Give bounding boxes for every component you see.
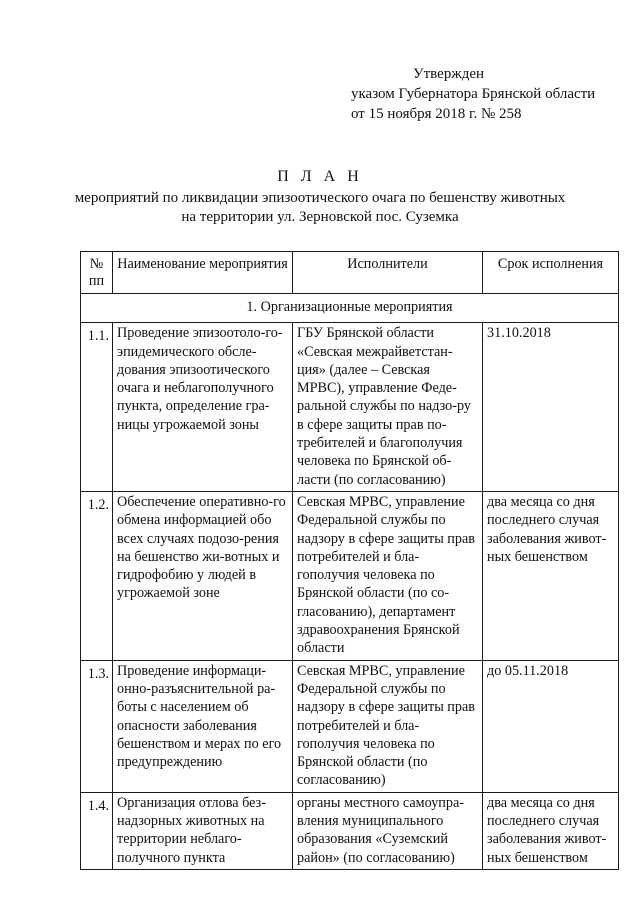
approval-line-1: Утвержден bbox=[413, 66, 485, 82]
table-row bbox=[81, 792, 619, 869]
row-num: 1.3. bbox=[81, 660, 113, 792]
row-name: Проведение информаци-онно-разъяснительной ра-боты с населением об опасности заболевания бешенством и мерах по его предупреждению bbox=[113, 660, 293, 792]
row-num: 1.4. bbox=[81, 792, 113, 869]
row-name: Организация отлова без-надзорных животных на территории неблаго-получного пункта bbox=[113, 792, 293, 869]
approval-line-3: от 15 ноября 2018 г. № 258 bbox=[351, 106, 522, 122]
header-executors: Исполнители bbox=[293, 252, 483, 294]
row-deadline: 31.10.2018 bbox=[483, 323, 619, 492]
subtitle-line-2: на территории ул. Зерновской пос. Суземка bbox=[181, 209, 459, 225]
table-row bbox=[81, 660, 619, 792]
row-executors: Севская МРВС, управление Федеральной службы по надзору в сфере защиты прав потребителей и бла-гополучия человека по Брянской области (по согласованию) bbox=[293, 660, 483, 792]
table-row bbox=[81, 323, 619, 492]
plan-subtitle bbox=[60, 189, 580, 227]
header-num: № пп bbox=[81, 252, 113, 294]
plan-table bbox=[80, 251, 619, 870]
row-executors: ГБУ Брянской области «Севская межрайветстан-ция» (далее – Севская МРВС), управление Феде-ральной службы по надзо-ру в сфере защиты прав по-требителей и благополучия человека по Брянской об-ласти (по согласованию) bbox=[293, 323, 483, 492]
row-num: 1.2. bbox=[81, 491, 113, 660]
table-row bbox=[81, 491, 619, 660]
row-deadline: два месяца со дня последнего случая заболевания живот-ных бешенством bbox=[483, 792, 619, 869]
plan-title: П Л А Н bbox=[277, 168, 363, 185]
approval-line-2: указом Губернатора Брянской области bbox=[351, 86, 596, 102]
subtitle-line-1: мероприятий по ликвидации эпизоотического очага по бешенству животных bbox=[74, 190, 566, 206]
section-title: 1. Организационные мероприятия bbox=[81, 294, 619, 323]
section-row bbox=[81, 294, 619, 323]
row-name: Обеспечение оперативно-го обмена информацией обо всех случаях подозо-рения на бешенство жи-вотных и гидрофобию у людей в угрожаемой зоне bbox=[113, 491, 293, 660]
row-executors: Севская МРВС, управление Федеральной службы по надзору в сфере защиты прав потребителей и бла-гополучия человека по Брянской области (по со-гласованию), департамент здравоохранения Брянской области bbox=[293, 491, 483, 660]
header-deadline: Срок исполнения bbox=[483, 252, 619, 294]
row-deadline: два месяца со дня последнего случая заболевания живот-ных бешенством bbox=[483, 491, 619, 660]
row-num: 1.1. bbox=[81, 323, 113, 492]
approval-stamp bbox=[351, 64, 595, 124]
table-header-row bbox=[81, 252, 619, 294]
row-executors: органы местного самоупра-вления муниципального образования «Суземский район» (по согласованию) bbox=[293, 792, 483, 869]
row-deadline: до 05.11.2018 bbox=[483, 660, 619, 792]
row-name: Проведение эпизоотоло-го-эпидемического обсле-дования эпизоотического очага и неблагополучного пункта, определение гра-ницы угрожаемой зоны bbox=[113, 323, 293, 492]
header-name: Наименование мероприятия bbox=[113, 252, 293, 294]
